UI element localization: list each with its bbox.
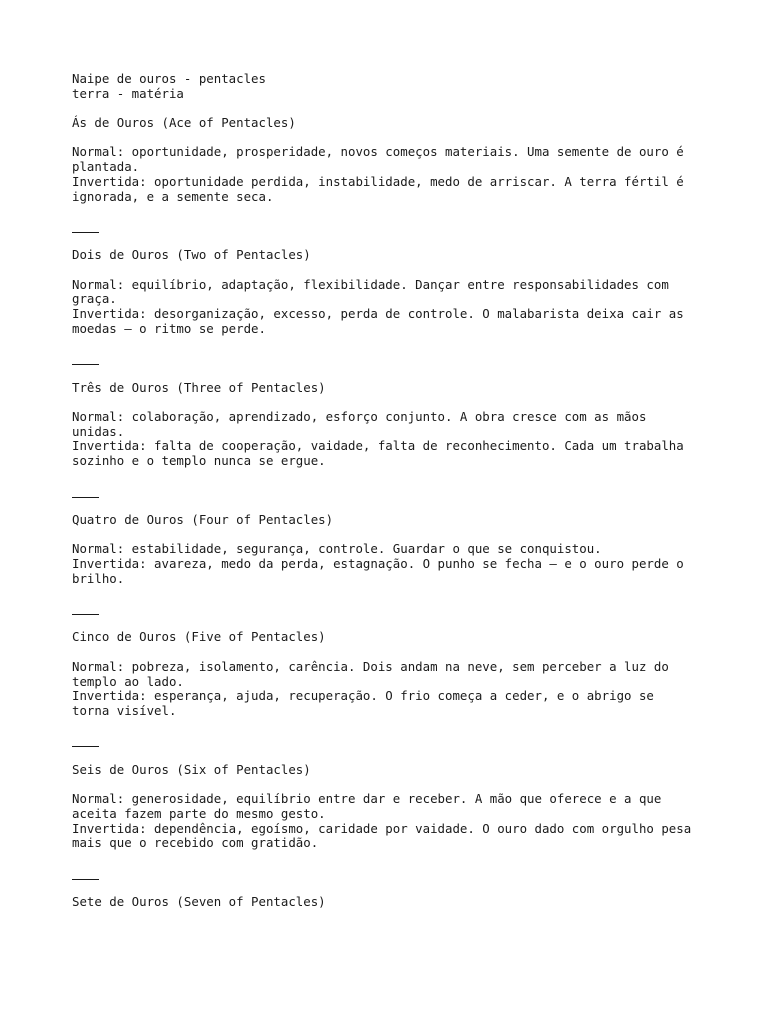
card-title: Quatro de Ouros (Four of Pentacles) (72, 511, 334, 527)
blank-line (72, 528, 712, 543)
card-inverted-meaning-cont: torna visível. (72, 702, 177, 718)
card-normal-meaning: Normal: equilíbrio, adaptação, flexibilidade. Dançar entre responsabilidades com (72, 276, 669, 292)
blank-line (72, 131, 712, 146)
card-normal-meaning-cont: unidas. (72, 423, 125, 439)
blank-line (72, 645, 712, 660)
card-title: Seis de Ouros (Six of Pentacles) (72, 761, 311, 777)
section-separator (72, 866, 712, 881)
suit-element: terra - matéria (72, 85, 184, 101)
card-inverted-meaning: Invertida: falta de cooperação, vaidade, falta de reconhecimento. Cada um trabalha (72, 438, 684, 454)
section-separator (72, 484, 712, 499)
blank-line (72, 101, 712, 116)
blank-line (72, 204, 712, 219)
card-normal-meaning: Normal: generosidade, equilíbrio entre dar e receber. A mão que oferece e a que (72, 791, 662, 807)
card-inverted-meaning: Invertida: avareza, medo da perda, estagnação. O punho se fecha — e o ouro perde o (72, 555, 684, 571)
card-normal-meaning-cont: templo ao lado. (72, 673, 184, 689)
card-normal-meaning-cont: graça. (72, 291, 117, 307)
section-separator (72, 351, 712, 366)
card-inverted-meaning: Invertida: dependência, egoísmo, caridade por vaidade. O ouro dado com orgulho pesa (72, 820, 692, 836)
blank-line (72, 263, 712, 278)
blank-line (72, 851, 712, 866)
suit-title: Naipe de ouros - pentacles (72, 71, 266, 86)
card-normal-meaning: Normal: estabilidade, segurança, controle. Guardar o que se conquistou. (72, 541, 602, 557)
card-title: Ás de Ouros (Ace of Pentacles) (72, 115, 296, 131)
blank-line (72, 469, 712, 484)
card-inverted-meaning-cont: brilho. (72, 570, 125, 586)
card-inverted-meaning: Invertida: esperança, ajuda, recuperação. O frio começa a ceder, e o abrigo se (72, 688, 654, 704)
blank-line (72, 234, 712, 249)
blank-line (72, 337, 712, 352)
section-separator (72, 733, 712, 748)
card-inverted-meaning-cont: moedas — o ritmo se perde. (72, 320, 266, 336)
card-inverted-meaning-cont: sozinho e o templo nunca se ergue. (72, 453, 326, 469)
card-inverted-meaning-cont: mais que o recebido com gratidão. (72, 835, 319, 851)
card-inverted-meaning-cont: ignorada, e a semente seca. (72, 188, 274, 204)
card-normal-meaning: Normal: pobreza, isolamento, carência. Dois andam na neve, sem perceber a luz do (72, 658, 669, 674)
blank-line (72, 395, 712, 410)
card-title: Dois de Ouros (Two of Pentacles) (72, 247, 311, 263)
blank-line (72, 498, 712, 513)
blank-line (72, 748, 712, 763)
card-title: Cinco de Ouros (Five of Pentacles) (72, 629, 326, 645)
blank-line (72, 586, 712, 601)
section-separator (72, 601, 712, 616)
section-separator (72, 219, 712, 234)
document-page (72, 72, 712, 910)
card-title: Sete de Ouros (Seven of Pentacles) (72, 893, 326, 909)
blank-line (72, 366, 712, 381)
blank-line (72, 719, 712, 734)
card-inverted-meaning: Invertida: oportunidade perdida, instabilidade, medo de arriscar. A terra fértil é (72, 173, 684, 189)
card-normal-meaning-cont: aceita fazem parte do mesmo gesto. (72, 805, 326, 821)
card-inverted-meaning: Invertida: desorganização, excesso, perda de controle. O malabarista deixa cair as (72, 306, 684, 322)
card-normal-meaning: Normal: oportunidade, prosperidade, novos começos materiais. Uma semente de ouro é (72, 144, 684, 160)
card-title: Três de Ouros (Three of Pentacles) (72, 379, 326, 395)
blank-line (72, 777, 712, 792)
blank-line (72, 616, 712, 631)
card-normal-meaning-cont: plantada. (72, 159, 140, 175)
blank-line (72, 880, 712, 895)
card-normal-meaning: Normal: colaboração, aprendizado, esforço conjunto. A obra cresce com as mãos (72, 409, 647, 425)
